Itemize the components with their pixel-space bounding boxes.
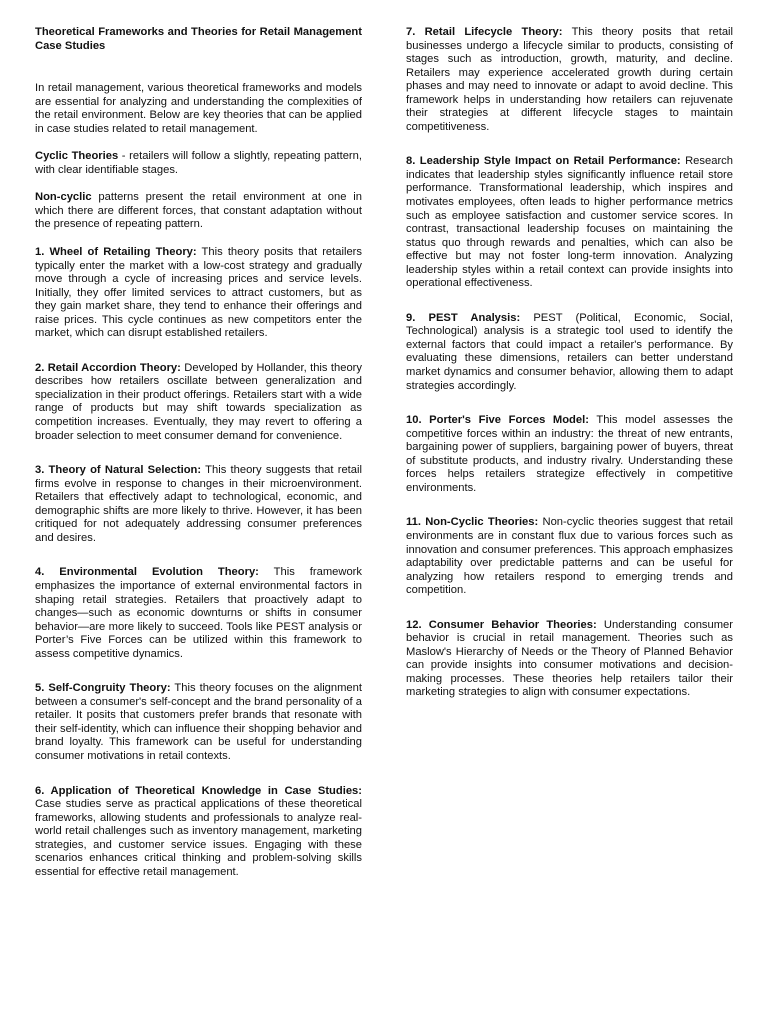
section-body: Non-cyclic theories suggest that retail environments are in constant flux due to various forces such as innovation and consumer preferences. This approach emphasizes adaptability over predictable patterns and can be useful for analyzing how retailers respond to emerging trends and competition.: [406, 516, 733, 597]
section-9: [406, 312, 733, 393]
section-heading: 6. Application of Theoretical Knowledge in Case Studies:: [35, 784, 362, 797]
cyclic-term: Cyclic Theories: [35, 150, 119, 163]
section-heading: 9. PEST Analysis:: [406, 311, 521, 324]
right-column: [406, 26, 733, 700]
section-6: [35, 785, 362, 880]
section-heading: 12. Consumer Behavior Theories:: [406, 618, 597, 631]
noncyclic-text: patterns present the retail environment at one in which there are different forces, that constant adaptation without the presence of repeating pattern.: [35, 191, 362, 231]
section-body: This theory posits that retail businesses undergo a lifecycle similar to products, consisting of stages such as introduction, growth, maturity, and decline. Retailers may experience accelerated growth during certain phases and may need to innovate or adapt to avoid decline. This framework helps in understanding how retailers can rejuvenate their strategies at different lifecycle stages to maintain competitiveness.: [406, 26, 734, 133]
section-body: Case studies serve as practical applications of these theoretical frameworks, allowing students and professionals to analyze real-world retail challenges such as inventory management, marketing strategies, and customer service issues. Engaging with these scenarios enhances critical thinking and problem-solving skills essential for effective retail management.: [35, 798, 362, 878]
section-heading: 3. Theory of Natural Selection:: [35, 464, 202, 477]
section-heading: 7. Retail Lifecycle Theory:: [406, 26, 563, 38]
section-heading: 2. Retail Accordion Theory:: [35, 361, 181, 374]
noncyclic-term: Non-cyclic: [35, 191, 92, 204]
document-title: Theoretical Frameworks and Theories for Retail Management Case Studies: [35, 26, 362, 52]
section-heading: 1. Wheel of Retailing Theory:: [35, 246, 197, 259]
section-4: [35, 566, 362, 661]
left-column: [35, 26, 362, 879]
cyclic-text: - retailers will follow a slightly, repeating pattern, with clear identifiable stages.: [35, 150, 362, 176]
section-heading: 4. Environmental Evolution Theory:: [35, 566, 259, 579]
cyclic-definition: [35, 150, 362, 177]
section-heading: 5. Self-Congruity Theory:: [35, 682, 171, 695]
section-7: [406, 26, 733, 134]
section-5: [35, 682, 362, 763]
section-2: [35, 362, 362, 443]
section-body: This theory posits that retailers typically enter the market with a low-cost strategy and gradually move through a cycle of increasing prices and service levels. Initially, they offer limited services to attract customers, but as they gain market share, they tend to enhance their offerings and raise prices. This cycle continues as new competitors enter the market, which can disrupt established retailers.: [35, 246, 362, 340]
section-body: PEST (Political, Economic, Social, Technological) analysis is a strategic tool used to identify the external factors that could impact a retailer's performance. By evaluating these dimensions, retailers can better understand market dynamics and consumer behavior, allowing them to adapt strategies accordingly.: [406, 311, 733, 392]
section-3: [35, 464, 362, 545]
section-8: [406, 155, 733, 290]
section-body: Research indicates that leadership styles significantly influence retail store performance. Transformational leadership, which inspires and motivates employees, often leads to higher performance metrics such as employee satisfaction and customer service scores. In contrast, transactional leadership focuses on maintaining the status quo through rewards and penalties, which can also be effective but may not foster long-term innovation. Analyzing leadership styles within a retail context can provide insights into operational effectiveness.: [406, 155, 733, 290]
noncyclic-definition: [35, 191, 362, 232]
section-10: [406, 414, 733, 495]
section-body: This theory focuses on the alignment between a consumer's self-concept and the brand personality of a retailer. It posits that customers prefer brands that resonate with their self-identity, which can influence their shopping behavior and brand loyalty. This framework can be useful for understanding consumer motivations in retail contexts.: [35, 682, 362, 762]
section-body: Understanding consumer behavior is crucial in retail management. Theories such as Maslow's Hierarchy of Needs or the Theory of Planned Behavior can provide insights into consumer motivations and decision-making processes. These theories help retailers tailor their marketing strategies to align with consumer expectations.: [406, 618, 734, 699]
intro-paragraph: In retail management, various theoretical frameworks and models are essential for analyzing and understanding the complexities of the retail environment. Below are key theories that can be applied in case studies related to retail management.: [35, 82, 362, 135]
section-body: This framework emphasizes the importance of external environmental factors in shaping retail strategies. Retailers that proactively adapt to changes—such as economic downturns or shifts in consumer behavior—are more likely to succeed. Tools like PEST analysis or Porter’s Five Forces can be utilized within this framework to assess competitive dynamics.: [35, 566, 362, 660]
section-body: This model assesses the competitive forces within an industry: the threat of new entrants, bargaining power of suppliers, bargaining power of buyers, threat of substitute products, and industry rivalry. Understanding these forces helps retailers strategize effectively in competitive environments.: [406, 414, 733, 494]
section-body: This theory suggests that retail firms evolve in response to changes in their microenvironment. Retailers that effectively adapt to technological, economic, and demographic shifts are more likely to thrive. However, it has been critiqued for not adequately addressing consumer preferences and desires.: [35, 464, 362, 544]
section-body: Developed by Hollander, this theory describes how retailers oscillate between generalization and specialization in their product offerings. Retailers start with a wide range of products but may shift towards specialization as competition increases. Eventually, they may revert to offering a broader selection to meet consumer demand for convenience.: [35, 361, 362, 442]
section-11: [406, 516, 733, 597]
section-heading: 11. Non-Cyclic Theories:: [406, 516, 539, 529]
section-1: [35, 246, 362, 341]
section-heading: 10. Porter's Five Forces Model:: [406, 414, 589, 427]
section-heading: 8. Leadership Style Impact on Retail Performance:: [406, 155, 681, 168]
section-12: [406, 619, 733, 700]
